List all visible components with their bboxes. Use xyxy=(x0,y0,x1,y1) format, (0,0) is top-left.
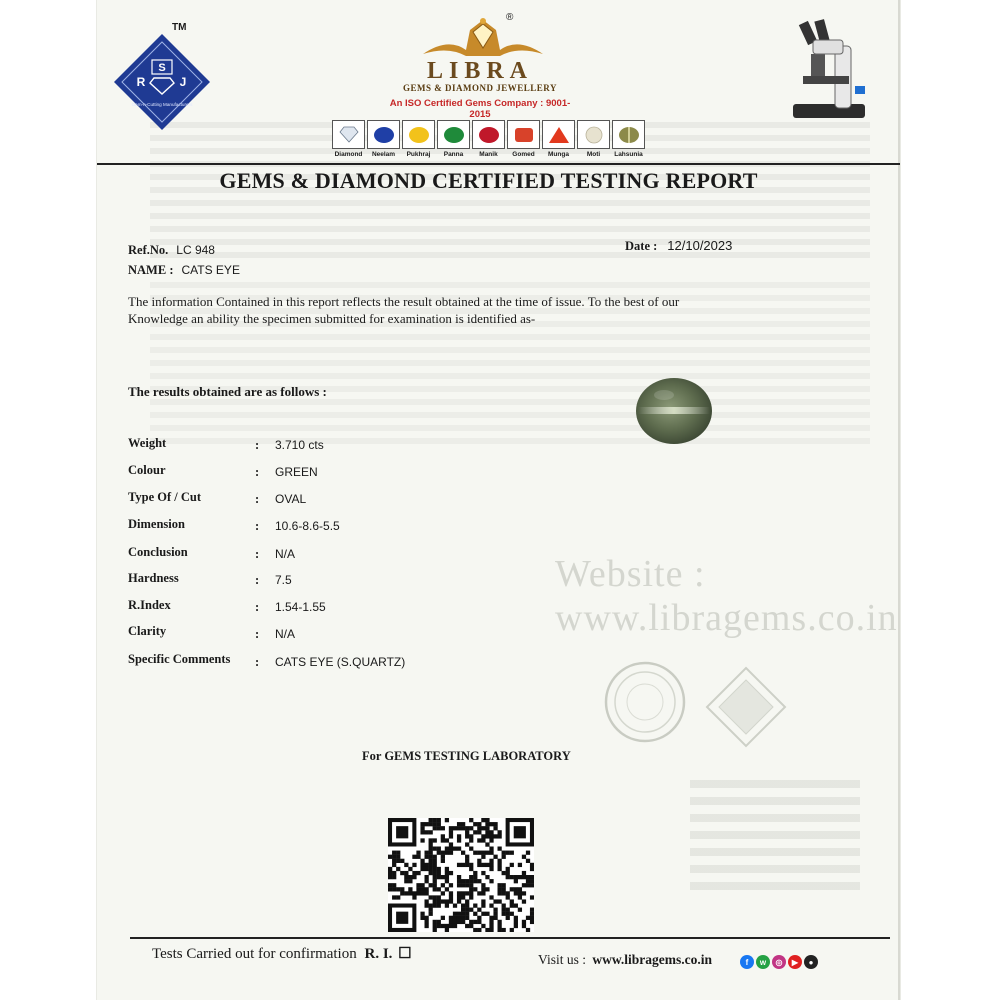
field-label-weight: Weight xyxy=(128,436,167,450)
gem-item xyxy=(367,120,400,158)
panna-icon xyxy=(443,126,465,144)
ref-value: LC 948 xyxy=(176,243,215,257)
field-value-conclusion: N/A xyxy=(275,547,296,561)
gem-icons-row xyxy=(332,120,645,158)
field-value-clarity: N/A xyxy=(275,627,296,641)
registered-mark: ® xyxy=(506,12,514,23)
gem-label: Gomed xyxy=(512,151,535,158)
field-colon: : xyxy=(255,438,260,452)
gem-item xyxy=(507,120,540,158)
lahsunia-icon xyxy=(618,126,640,144)
gem-label: Lahsunia xyxy=(614,151,643,158)
date-line xyxy=(625,237,732,255)
field-label-conclusion: Conclusion xyxy=(128,545,188,559)
field-label-cut: Type Of / Cut xyxy=(128,490,202,504)
facebook-icon[interactable]: f xyxy=(740,955,754,969)
location-icon[interactable]: ● xyxy=(804,955,818,969)
field-colon: : xyxy=(255,492,260,506)
gem-label: Neelam xyxy=(371,151,396,158)
field-label-dimension: Dimension xyxy=(128,517,185,531)
gem-item xyxy=(577,120,610,158)
field-label-clarity: Clarity xyxy=(128,624,167,638)
brand-subtitle: GEMS & DIAMOND JEWELLERY xyxy=(403,83,557,93)
field-value-dimension: 10.6-8.6-5.5 xyxy=(275,519,340,533)
libra-crown-logo xyxy=(418,12,548,62)
ri-text: R. I. xyxy=(364,946,393,962)
gem-item xyxy=(332,120,365,158)
report-title: GEMS & DIAMOND CERTIFIED TESTING REPORT xyxy=(219,168,758,193)
srj-letter-j: J xyxy=(179,75,187,89)
field-colon: : xyxy=(255,573,260,587)
moti-icon xyxy=(583,126,605,144)
intro-paragraph xyxy=(128,293,768,327)
munga-icon xyxy=(548,126,570,144)
field-value-cut: OVAL xyxy=(275,492,307,506)
date-value: 12/10/2023 xyxy=(667,238,733,253)
gem-item xyxy=(402,120,435,158)
field-label-comments: Specific Comments xyxy=(128,652,231,666)
date-label: Date : xyxy=(625,239,658,253)
gem-item xyxy=(542,120,575,158)
gem-item xyxy=(437,120,470,158)
gem-item xyxy=(612,120,645,158)
gem-label: Moti xyxy=(586,151,601,158)
intro-line-2: Knowledge an ability the specimen submitted for examination is identified as- xyxy=(128,311,536,326)
cats-eye-stone-photo xyxy=(628,370,718,450)
microscope-icon xyxy=(785,16,870,121)
qr-code[interactable] xyxy=(388,818,534,932)
field-value-comments: CATS EYE (S.QUARTZ) xyxy=(275,655,406,669)
srj-tagline: Gem-n-Cutting Manufacturers xyxy=(131,102,193,107)
diamond-seal-watermark xyxy=(705,666,787,748)
address-watermark xyxy=(690,780,860,890)
gem-label: Pukhraj xyxy=(406,151,431,158)
website-link[interactable]: www.libragems.co.in xyxy=(592,952,712,967)
field-colon: : xyxy=(255,465,260,479)
field-label-rindex: R.Index xyxy=(128,598,171,612)
gem-label: Munga xyxy=(548,151,569,158)
diamond-icon xyxy=(338,126,360,143)
name-value: CATS EYE xyxy=(181,263,240,277)
pukhraj-icon xyxy=(408,126,430,144)
srj-letter-r: R xyxy=(136,75,146,89)
round-seal-watermark xyxy=(603,660,687,744)
tests-note xyxy=(152,944,412,963)
field-colon: : xyxy=(255,655,260,669)
gomed-icon xyxy=(513,126,535,144)
lab-signature: For GEMS TESTING LABORATORY xyxy=(362,749,571,763)
tests-text: Tests Carried out for confirmation xyxy=(152,946,357,962)
field-value-hardness: 7.5 xyxy=(275,573,292,587)
srj-letter-s: S xyxy=(158,62,166,74)
field-colon: : xyxy=(255,519,260,533)
ref-line xyxy=(128,241,215,259)
manik-icon xyxy=(478,126,500,144)
ref-label: Ref.No. xyxy=(128,243,169,257)
intro-line-1: The information Contained in this report reflects the result obtained at the time of issue. To the best of our xyxy=(128,294,680,309)
field-value-colour: GREEN xyxy=(275,465,318,479)
field-label-colour: Colour xyxy=(128,463,166,477)
youtube-icon[interactable]: ▶ xyxy=(788,955,802,969)
gem-label: Panna xyxy=(443,151,464,158)
whatsapp-icon[interactable]: w xyxy=(756,955,770,969)
field-value-rindex: 1.54-1.55 xyxy=(275,600,326,614)
name-label: NAME : xyxy=(128,263,174,277)
trademark-mark: TM xyxy=(172,22,187,33)
iso-certification: An ISO Certified Gems Company : 9001-2015 xyxy=(389,98,571,120)
visit-line xyxy=(538,952,712,968)
website-watermark: Website : www.libragems.co.in xyxy=(555,553,898,639)
name-line xyxy=(128,261,240,279)
footer-divider xyxy=(130,937,890,939)
srj-logo xyxy=(112,32,212,132)
gem-item xyxy=(472,120,505,158)
gem-label: Diamond xyxy=(334,151,363,158)
neelam-icon xyxy=(373,126,395,144)
field-value-weight: 3.710 cts xyxy=(275,438,324,452)
brand-name: LIBRA xyxy=(426,58,534,84)
instagram-icon[interactable]: ◎ xyxy=(772,955,786,969)
header-divider xyxy=(97,163,900,165)
ri-checkbox: ☐ xyxy=(398,946,412,962)
results-heading: The results obtained are as follows : xyxy=(128,384,327,399)
gem-label: Manik xyxy=(479,151,498,158)
field-colon: : xyxy=(255,627,260,641)
visit-label: Visit us : xyxy=(538,952,586,967)
field-label-hardness: Hardness xyxy=(128,571,179,585)
field-colon: : xyxy=(255,600,260,614)
field-colon: : xyxy=(255,547,260,561)
social-icons xyxy=(740,955,818,969)
